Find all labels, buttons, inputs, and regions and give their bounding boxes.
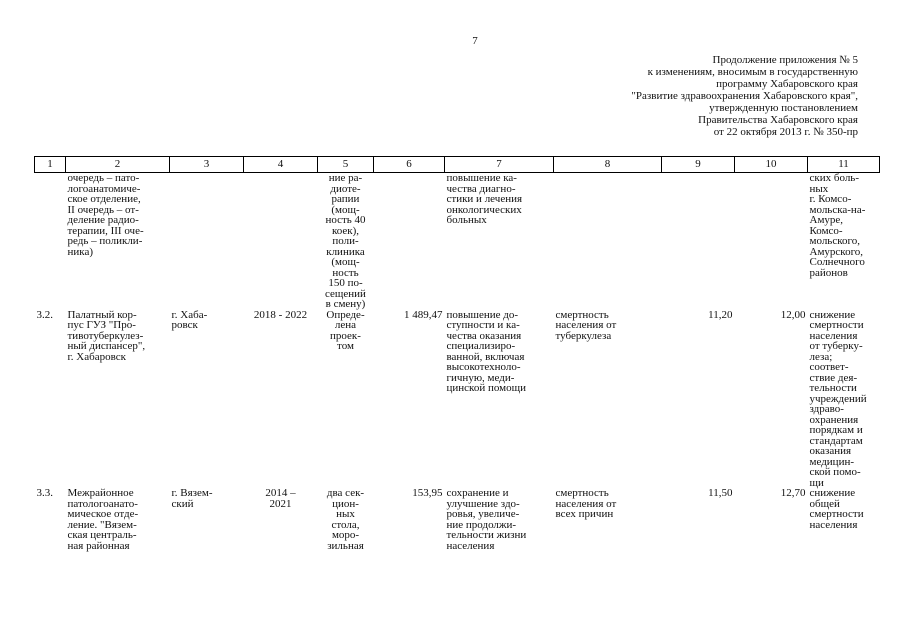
cell-num: 3.3. [36,487,53,499]
column-header: 11 [808,157,880,173]
cell-num [35,173,66,310]
cell-cost [374,173,445,310]
cell-capacity: Опреде- лена проек- том [326,308,365,352]
table-row-continuation [35,173,880,310]
cell-period: 2014 – 2021 [265,487,296,510]
cell-goal: повышение до- ступности и ка- чества оказания специализиро- ванной, включая высокотехноло- гичную, меди- цинской помощи [446,308,526,394]
cell-value-b: 12,70 [780,487,806,499]
column-header: 10 [735,157,808,173]
cell-goal: повышение ка- чества диагно- стики и лечения онкологических больных [446,172,523,226]
cell-value-b: 12,00 [780,308,806,321]
appendix-header [631,54,858,138]
header-line: "Развитие здравоохранения Хабаровского края", [631,90,858,102]
cell-name: Межрайонное патологоанато- мическое отде- ление. "Вязем- ская централь- ная районная [67,487,139,552]
column-header: 5 [318,157,374,173]
cell-value-b [735,173,808,310]
cell-effect: ских боль- ных г. Комсо- мольска-на- Амуре, Комсо- мольского, Амурского, Солнечного районов [809,172,866,279]
cell-capacity: два сек- цион- ных стола, моро- зильная [326,487,365,552]
column-header: 6 [374,157,445,173]
header-line: от 22 октября 2013 г. № 350-пр [713,126,858,138]
header-line: к изменениям, вносимым в государственную [647,66,858,78]
cell-num: 3.2. [36,308,53,321]
column-header: 8 [554,157,662,173]
column-number-row [35,157,880,173]
column-header: 1 [35,157,66,173]
cell-location: г. Вязем- ский [171,487,213,510]
header-line: программу Хабаровского края [716,78,858,90]
cell-period: 2018 - 2022 [253,308,308,321]
cell-effect: снижение смертности населения от туберку- леза; соответ- ствие дея- тельности учреждений здраво- охранения порядкам и стандартам оказания медицин- ской помо- щи [809,308,867,489]
cell-cost: 153,95 [412,487,443,499]
program-table [34,156,880,551]
cell-indicator: смертность населения от всех причин [555,487,617,520]
cell-location [170,173,244,310]
cell-effect: снижение общей смертности населения [809,487,864,531]
cell-name: очередь – пато- логоанатомиче- ское отделение, II очередь – от- деление радио- терапии, III оче- редь – поликли- ника) [67,172,144,258]
column-header: 7 [445,157,554,173]
column-header: 9 [662,157,735,173]
cell-period [244,173,318,310]
cell-name: Палатный кор- пус ГУЗ "Про- тивотуберкулез- ный диспансер", г. Хабаровск [67,308,146,363]
header-line: Правительства Хабаровского края [698,114,858,126]
table-row [35,488,880,551]
header-line: Продолжение приложения № 5 [712,54,858,66]
cell-value-a: 11,50 [708,487,733,499]
cell-cost: 1 489,47 [404,308,443,321]
table-row [35,310,880,489]
cell-location: г. Хаба- ровск [171,308,208,331]
cell-indicator: смертность населения от туберкулеза [555,308,617,342]
column-header: 2 [66,157,170,173]
cell-capacity: ние ра- диоте- рапии (мощ- ность 40 коек), поли- клиника (мощ- ность 150 по- сещений в смену) [325,172,366,310]
column-header: 4 [244,157,318,173]
cell-value-a: 11,20 [708,308,733,321]
page-number: 7 [472,35,478,47]
column-header: 3 [170,157,244,173]
cell-goal: сохранение и улучшение здо- ровья, увеличе- ние продолжи- тельности жизни населения [446,487,527,552]
cell-value-a [662,173,735,310]
header-line: утвержденную постановлением [709,102,858,114]
cell-indicator [554,173,662,310]
